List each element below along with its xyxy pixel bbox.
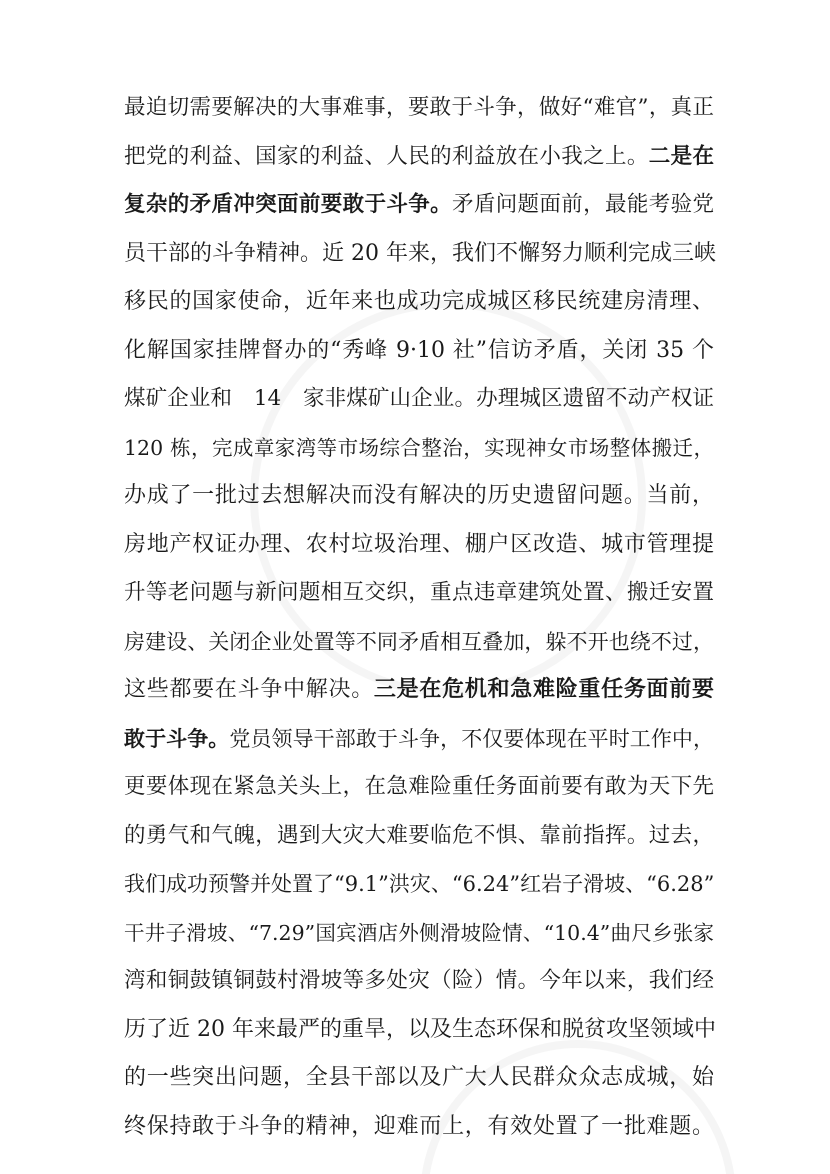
text-segment: 煤矿企业和 14 家非煤矿山企业。办理城区遗留不动产权证 — [124, 386, 714, 411]
text-line — [124, 482, 714, 510]
text-segment: 的一些突出问题，全县干部以及广大人民群众众志成城，始 — [124, 1065, 714, 1090]
text-segment: 房地产权证办理、农村垃圾治理、棚户区改造、城市管理提 — [124, 532, 714, 557]
text-line — [124, 1016, 714, 1044]
text-segment: 的勇气和气魄，遇到大灾大难要临危不惧、靠前指挥。过去， — [124, 823, 714, 848]
text-line — [124, 773, 714, 801]
text-segment: 房建设、关闭企业处置等不同矛盾相互叠加，躲不开也绕不过， — [124, 630, 714, 654]
text-segment: 120 栋，完成章家湾等市场综合整治，实现神女市场整体搬迁， — [124, 436, 714, 460]
text-segment: 矛盾问题面前，最能考验党 — [451, 192, 714, 217]
text-line — [124, 967, 714, 995]
text-line — [124, 191, 714, 219]
text-line — [124, 143, 714, 171]
text-segment: 终保持敢于斗争的精神，迎难而上，有效处置了一批难题。 — [124, 1114, 714, 1139]
text-line — [124, 725, 714, 753]
text-segment: 这些都要在斗争中解决。 — [124, 677, 374, 702]
text-segment: 办成了一批过去想解决而没有解决的历史遗留问题。当前， — [124, 483, 714, 508]
text-line — [124, 337, 714, 365]
text-line — [124, 870, 714, 898]
text-segment: 把党的利益、国家的利益、人民的利益放在小我之上。 — [124, 144, 649, 169]
text-line — [124, 579, 714, 607]
bold-heading-phrase: 三是在危机和急难险重任务面前要 — [373, 677, 714, 702]
text-segment: 湾和铜鼓镇铜鼓村滑坡等多处灾（险）情。今年以来，我们经 — [124, 968, 714, 993]
watermark-seal-bottom — [420, 1040, 736, 1174]
text-segment: 历了近 20 年来最严的重旱，以及生态环保和脱贫攻坚领域中 — [124, 1017, 716, 1042]
text-line — [124, 676, 714, 704]
text-segment: 最迫切需要解决的大事难事，要敢于斗争，做好“难官”，真正 — [124, 95, 714, 120]
bold-heading-phrase: 敢于斗争。 — [124, 727, 230, 751]
bold-heading-phrase: 复杂的矛盾冲突面前要敢于斗争。 — [124, 192, 452, 217]
text-segment: 化解国家挂牌督办的“秀峰 9·10 社”信访矛盾，关闭 35 个 — [124, 338, 714, 363]
text-segment: 党员领导干部敢于斗争，不仅要体现在平时工作中， — [229, 727, 715, 751]
text-line — [124, 434, 714, 462]
text-segment: 更要体现在紧急关头上，在急难险重任务面前要有敢为天下先 — [124, 774, 714, 799]
text-line — [124, 628, 714, 656]
text-segment: 升等老问题与新问题相互交织，重点违章建筑处置、搬迁安置 — [124, 580, 714, 605]
text-line — [124, 385, 714, 413]
text-segment: 我们成功预警并处置了“9.1”洪灾、“6.24”红岩子滑坡、“6.28” — [124, 872, 715, 896]
text-segment: 干井子滑坡、“7.29”国宾酒店外侧滑坡险情、“10.4”曲尺乡张家 — [124, 921, 714, 945]
text-line — [124, 1064, 714, 1092]
bold-heading-phrase: 二是在 — [648, 144, 714, 169]
text-segment: 移民的国家使命，近年来也成功完成城区移民统建房清理、 — [124, 289, 714, 314]
text-line — [124, 919, 714, 947]
text-line — [124, 94, 714, 122]
text-line — [124, 822, 714, 850]
text-line — [124, 1113, 714, 1141]
text-line — [124, 240, 714, 268]
text-line — [124, 288, 714, 316]
text-segment: 员干部的斗争精神。近 20 年来，我们不懈努力顺利完成三峡 — [124, 241, 716, 266]
text-line — [124, 531, 714, 559]
